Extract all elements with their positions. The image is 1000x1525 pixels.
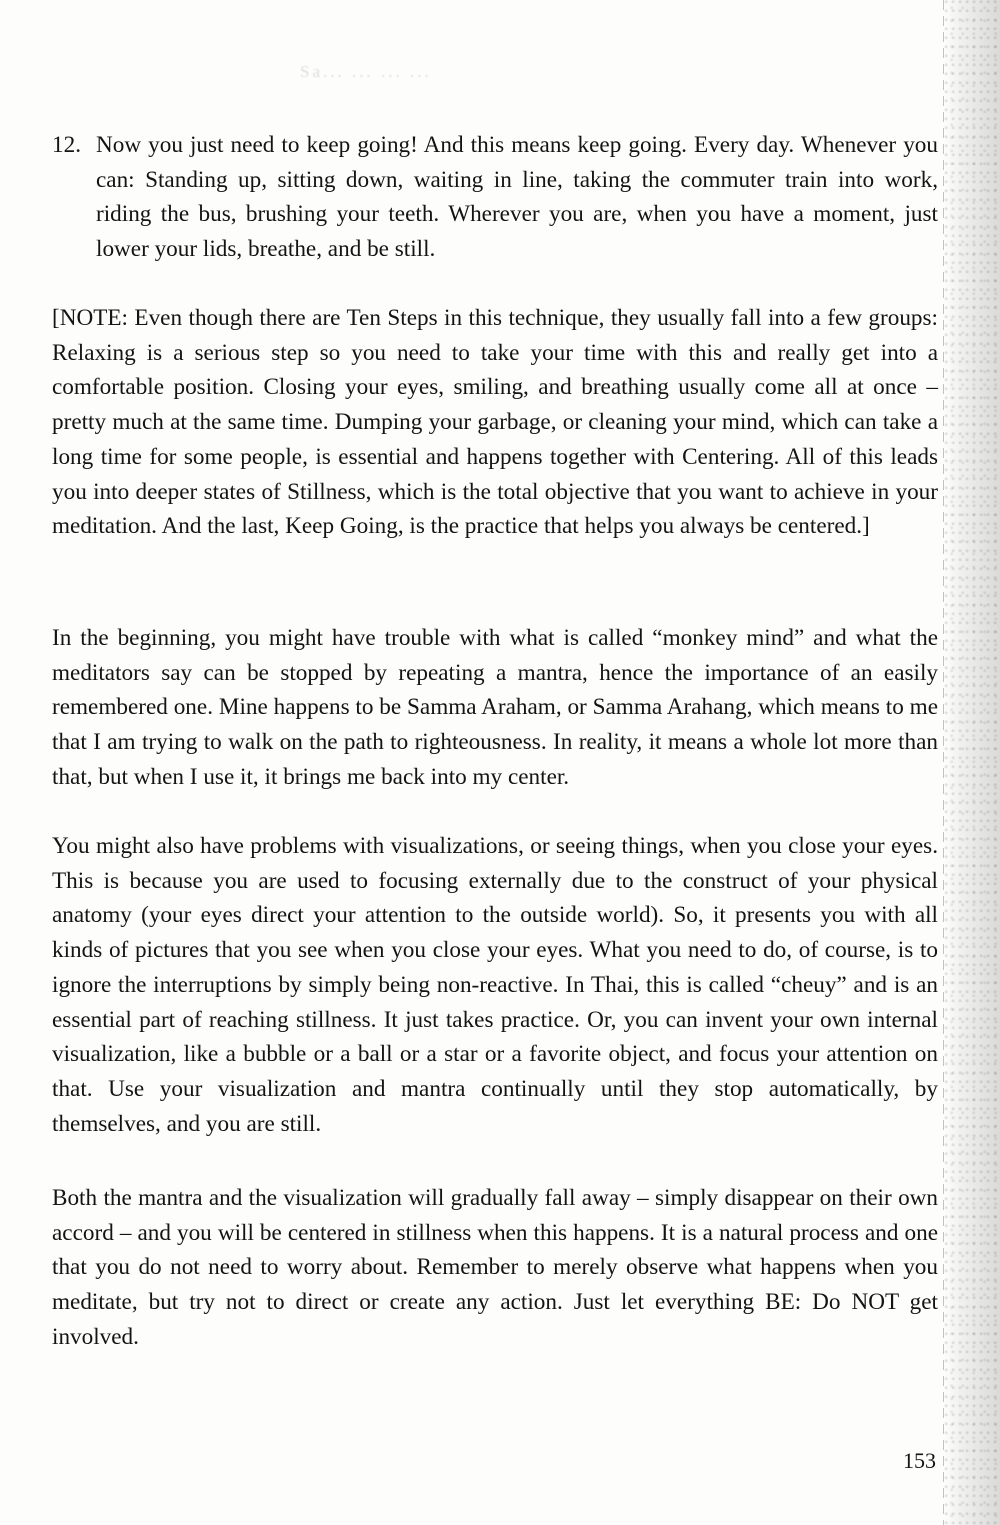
step-12-text: Now you just need to keep going! And this means keep going. Every day. Whenever you can: Standing up, sitting down, waiting in line, taking the commuter train into work, riding the bus, brushing your teeth. Wherever you are, when you have a moment, just lower your lids, breathe, and be still. (96, 132, 938, 263)
stillness-paragraph: Both the mantra and the visualization will gradually fall away – simply disappear on their own accord – and you will be centered in stillness when this happens. It is a natural process and one that you do not need to worry about. Remember to merely observe what happens when you meditate, but try not to direct or create any action. Just let everything BE: Do NOT get involved. (52, 1185, 938, 1350)
step-number: 12. (52, 132, 81, 158)
note-paragraph: [NOTE: Even though there are Ten Steps in this technique, they usually fall into a few groups: Relaxing is a serious step so you need to take your time with this and really get into a comfortable position. Closing your eyes, smiling, and breathing usually come all at once – pretty much at the same time. Dumping your garbage, or cleaning your mind, which can take a long time for some people, is essential and happens together with Centering. All of this leads you into deeper states of Stillness, which is the total objective that you want to achieve in your meditation. And the last, Keep Going, is the practice that helps you always be centered.] (52, 305, 938, 540)
visualizations-paragraph: You might also have problems with visualizations, or seeing things, when you close your eyes. This is because you are used to focusing externally due to the construct of your physical anatomy (your eyes direct your attention to the outside world). So, it presents you with all kinds of pictures that you see when you close your eyes. What you need to do, of course, is to ignore the interruptions by simply being non-reactive. In Thai, this is called “cheuy” and is an essential part of reaching stillness. It just takes practice. Or, you can invent your own internal visualization, like a bubble or a ball or a star or a favorite object, and focus your attention on that. Use your visualization and mantra continually until they stop automatically, by themselves, and you are still. (52, 833, 938, 1137)
bleed-through-header: Sa... ... ... ... (300, 62, 432, 81)
page-number: 153 (903, 1448, 936, 1473)
page-edge-line (943, 0, 944, 1525)
monkey-mind-paragraph: In the beginning, you might have trouble with what is called “monkey mind” and what the meditators say can be stopped by repeating a mantra, hence the importance of an easily remembered one. Mine happens to be Samma Araham, or Samma Arahang, which means to me that I am trying to walk on the path to righteousness. In reality, it means a whole lot more than that, but when I use it, it brings me back into my center. (52, 625, 938, 790)
page-edge-scan-shadow (944, 0, 1000, 1525)
